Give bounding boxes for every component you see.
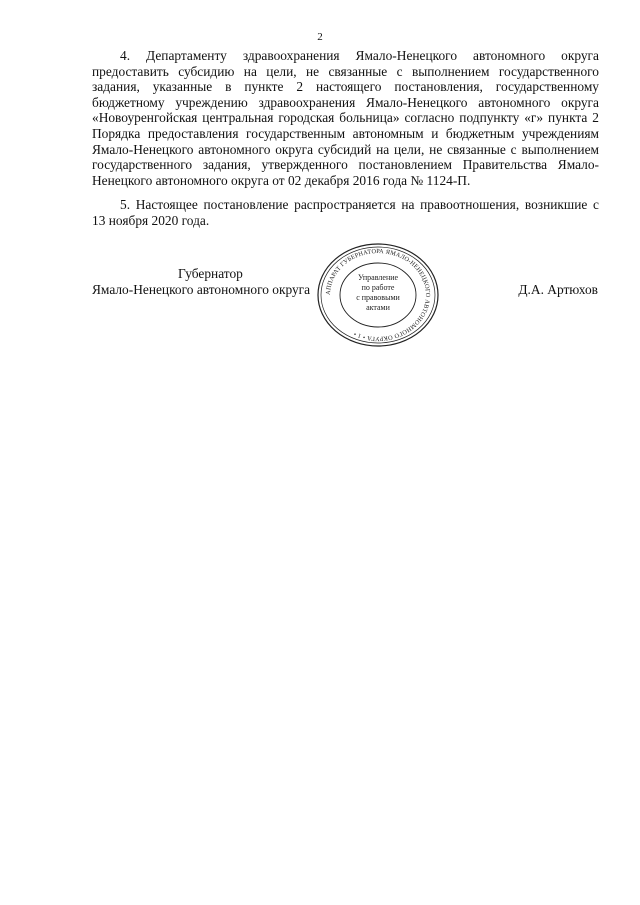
seal-center-line-1: Управление <box>357 273 399 282</box>
signature-name: Д.А. Артюхов <box>518 282 598 297</box>
paragraph-4: 4. Департаменту здравоохранения Ямало-Ненецкого автономного округа предоставить субсидию на цели, не связанные с выполнением государственного задания, указанные в пункте 2 настоящего постановления, государственному бюджетному учреждению здравоохранения Ямало-Ненецкого автономного округа «Новоуренгойская центральная городская больница» согласно подпункту «г» пункта 2 Порядка предоставления государственным автономным и бюджетным учреждениям Ямало-Ненецкого автономного округа субсидий на цели, не связанные с выполнением государственного задания, утвержденного постановлением Правительства Ямало-Ненецкого автономного округа от 02 декабря 2016 года № 1124-П. <box>92 48 599 188</box>
official-seal-stamp <box>315 242 441 348</box>
signature-title: Губернатор <box>178 266 243 281</box>
seal-center-line-3: с правовыми <box>356 293 400 302</box>
seal-center-line-2: по работе <box>361 283 395 292</box>
seal-ring-text: АППАРАТ ГУБЕРНАТОРА ЯМАЛО-НЕНЕЦКОГО АВТОНОМНОГО ОКРУГА • 1 • <box>324 247 432 343</box>
seal-center-line-4: актами <box>366 303 390 312</box>
seal-graphic <box>315 242 441 348</box>
paragraph-5: 5. Настоящее постановление распространяется на правоотношения, возникшие с 13 ноября 2020 года. <box>92 197 599 228</box>
page-number: 2 <box>317 31 323 43</box>
signature-region: Ямало-Ненецкого автономного округа <box>92 282 311 297</box>
